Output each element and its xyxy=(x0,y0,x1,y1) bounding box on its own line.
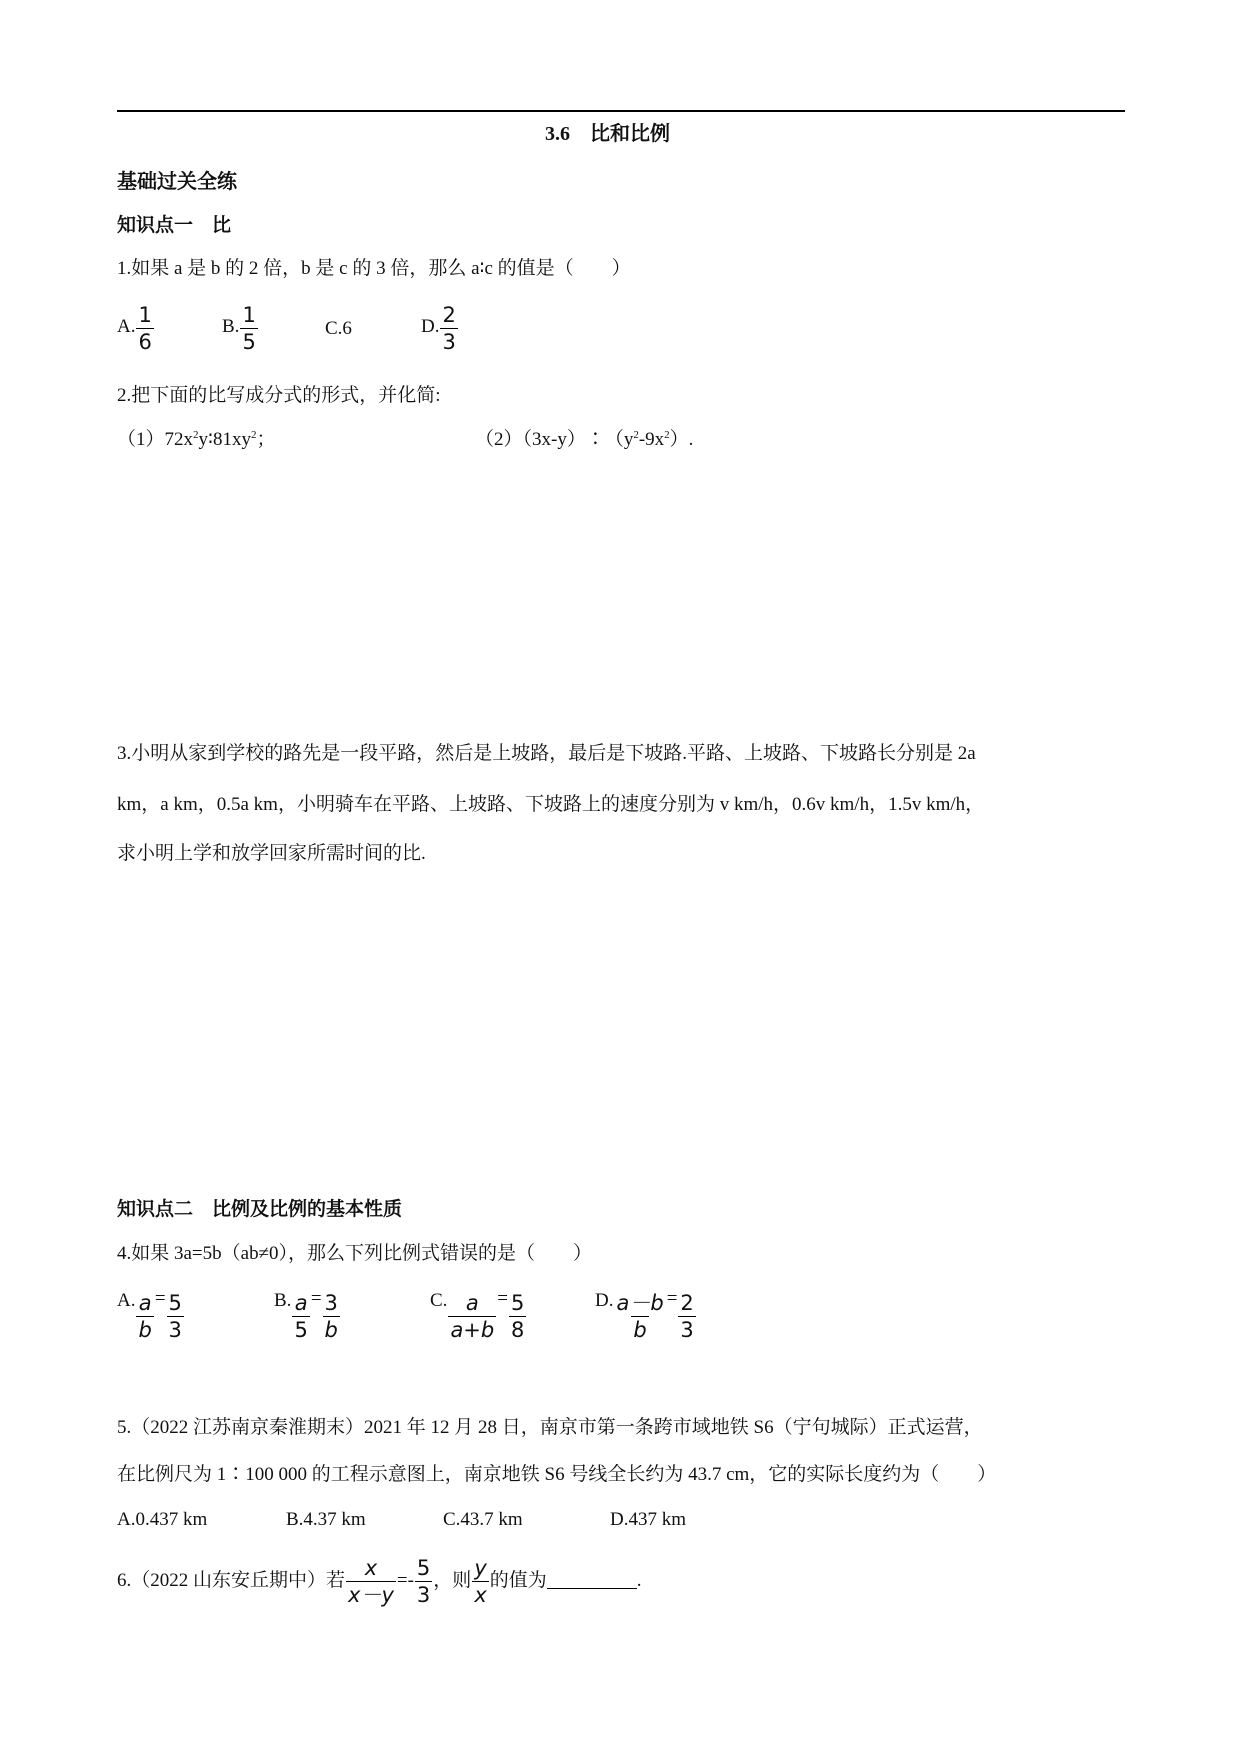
numerator: a xyxy=(294,1291,308,1315)
numerator: 5 xyxy=(510,1291,525,1315)
question-5-option-c: C.43.7 km xyxy=(443,1509,523,1530)
equals-sign: = xyxy=(154,1288,166,1309)
question-1-stem: 1.如果 a 是 b 的 2 倍，b 是 c 的 3 倍，那么 a∶c 的值是（ ） xyxy=(117,258,631,279)
knowledge-point-2: 知识点二 比例及比例的基本性质 xyxy=(117,1199,403,1220)
equals-sign: = xyxy=(310,1288,322,1309)
end-period: . xyxy=(636,1569,642,1591)
question-4-option-b xyxy=(274,1290,341,1343)
equals-sign: = xyxy=(497,1288,508,1309)
denominator: 6 xyxy=(138,330,152,354)
denominator: x－y xyxy=(348,1583,394,1607)
question-6-prefix: 6.（2022 山东安丘期中）若 xyxy=(117,1569,346,1591)
expr-text: （2）（3x-y）∶（y xyxy=(475,429,634,450)
answer-blank[interactable] xyxy=(547,1570,637,1589)
fraction xyxy=(136,302,153,355)
option-label: D. xyxy=(595,1290,614,1311)
question-2-part-1 xyxy=(117,428,275,452)
numerator: a xyxy=(138,1291,152,1315)
fraction xyxy=(678,1290,695,1343)
numerator: 3 xyxy=(324,1291,338,1315)
denominator: 8 xyxy=(510,1318,525,1342)
option-label: C. xyxy=(430,1290,448,1311)
question-5-option-b: B.4.37 km xyxy=(286,1509,366,1530)
then-text: ，则 xyxy=(433,1569,472,1591)
question-5-option-d: D.437 km xyxy=(610,1509,686,1530)
denominator: 5 xyxy=(242,330,256,354)
question-2-stem: 2.把下面的比写成分式的形式，并化简: xyxy=(117,385,441,406)
option-label: B. xyxy=(274,1290,292,1311)
fraction xyxy=(167,1290,184,1343)
denominator: x xyxy=(474,1583,487,1607)
denominator: 5 xyxy=(294,1318,308,1342)
denominator: 3 xyxy=(442,330,456,354)
exponent: 2 xyxy=(664,429,670,441)
equals-sign: = xyxy=(666,1288,678,1309)
exponent: 2 xyxy=(193,429,199,441)
numerator: 5 xyxy=(168,1291,182,1315)
numerator: x xyxy=(364,1556,378,1580)
section-heading: 基础过关全练 xyxy=(117,171,237,193)
question-5-option-a: A.0.437 km xyxy=(117,1509,208,1530)
option-label: D. xyxy=(421,316,440,338)
question-6 xyxy=(117,1555,642,1608)
equals-minus: =- xyxy=(396,1569,414,1591)
fraction xyxy=(323,1290,340,1343)
denominator: 3 xyxy=(168,1318,182,1342)
fraction xyxy=(415,1555,432,1608)
question-3-line-3: 求小明上学和放学回家所需时间的比. xyxy=(117,843,426,864)
denominator: b xyxy=(324,1318,338,1342)
fraction xyxy=(292,1290,309,1343)
exponent: 2 xyxy=(250,429,257,441)
question-3-line-2: km，a km，0.5a km，小明骑车在平路、上坡路、下坡路上的速度分别为 v km/h，0.6v km/h，1.5v km/h， xyxy=(117,794,985,815)
question-5-line-1: 5.（2022 江苏南京秦淮期末）2021 年 12 月 28 日，南京市第一条跨市域地铁 S6（宁句城际）正式运营， xyxy=(117,1417,983,1438)
question-1-option-d xyxy=(421,302,459,355)
knowledge-point-1: 知识点一 比 xyxy=(117,215,232,236)
option-label: A. xyxy=(117,1290,136,1311)
fraction xyxy=(614,1290,665,1343)
option-label: A. xyxy=(117,316,136,338)
fraction xyxy=(240,302,257,355)
denominator: a+b xyxy=(450,1318,495,1342)
question-4-option-c xyxy=(430,1290,527,1343)
fraction xyxy=(448,1290,496,1343)
fraction xyxy=(440,302,457,355)
question-4-option-a xyxy=(117,1290,185,1343)
question-1-option-a xyxy=(117,302,155,355)
denominator: 3 xyxy=(416,1583,431,1607)
page-title: 3.6 比和比例 xyxy=(545,123,670,145)
denominator: b xyxy=(633,1318,647,1342)
numerator: 1 xyxy=(138,303,152,327)
expr-text: （1）72x xyxy=(117,429,194,450)
fraction xyxy=(136,1290,153,1343)
fraction xyxy=(472,1555,488,1608)
question-5-line-2: 在比例尺为 1∶100 000 的工程示意图上，南京地铁 S6 号线全长约为 43.7 cm，它的实际长度约为（ ） xyxy=(117,1464,997,1485)
expr-text: ）. xyxy=(669,429,694,450)
question-4-stem: 4.如果 3a=5b（ab≠0），那么下列比例式错误的是（ ） xyxy=(117,1243,593,1264)
header-rule xyxy=(117,110,1125,112)
question-1-option-c: C.6 xyxy=(325,318,352,339)
numerator: 5 xyxy=(416,1556,431,1580)
expr-text: ； xyxy=(256,429,276,450)
exponent: 2 xyxy=(633,429,639,441)
question-2-part-2 xyxy=(475,428,693,452)
question-1-option-b xyxy=(222,302,259,355)
numerator: 1 xyxy=(242,303,256,327)
fraction xyxy=(346,1555,396,1608)
option-label: B. xyxy=(222,316,240,338)
numerator: a xyxy=(465,1291,479,1315)
question-3-line-1: 3.小明从家到学校的路先是一段平路，然后是上坡路，最后是下坡路.平路、上坡路、下坡路长分别是 2a xyxy=(117,743,976,764)
numerator: a－b xyxy=(616,1291,664,1315)
numerator: y xyxy=(474,1556,487,1580)
fraction xyxy=(509,1290,526,1343)
expr-text: y∶81xy xyxy=(198,429,251,450)
numerator: 2 xyxy=(680,1291,694,1315)
numerator: 2 xyxy=(442,303,456,327)
question-4-option-d xyxy=(595,1290,697,1343)
expr-text: -9x xyxy=(638,429,665,450)
denominator: 3 xyxy=(680,1318,694,1342)
denominator: b xyxy=(138,1318,152,1342)
value-text: 的值为 xyxy=(489,1569,547,1591)
